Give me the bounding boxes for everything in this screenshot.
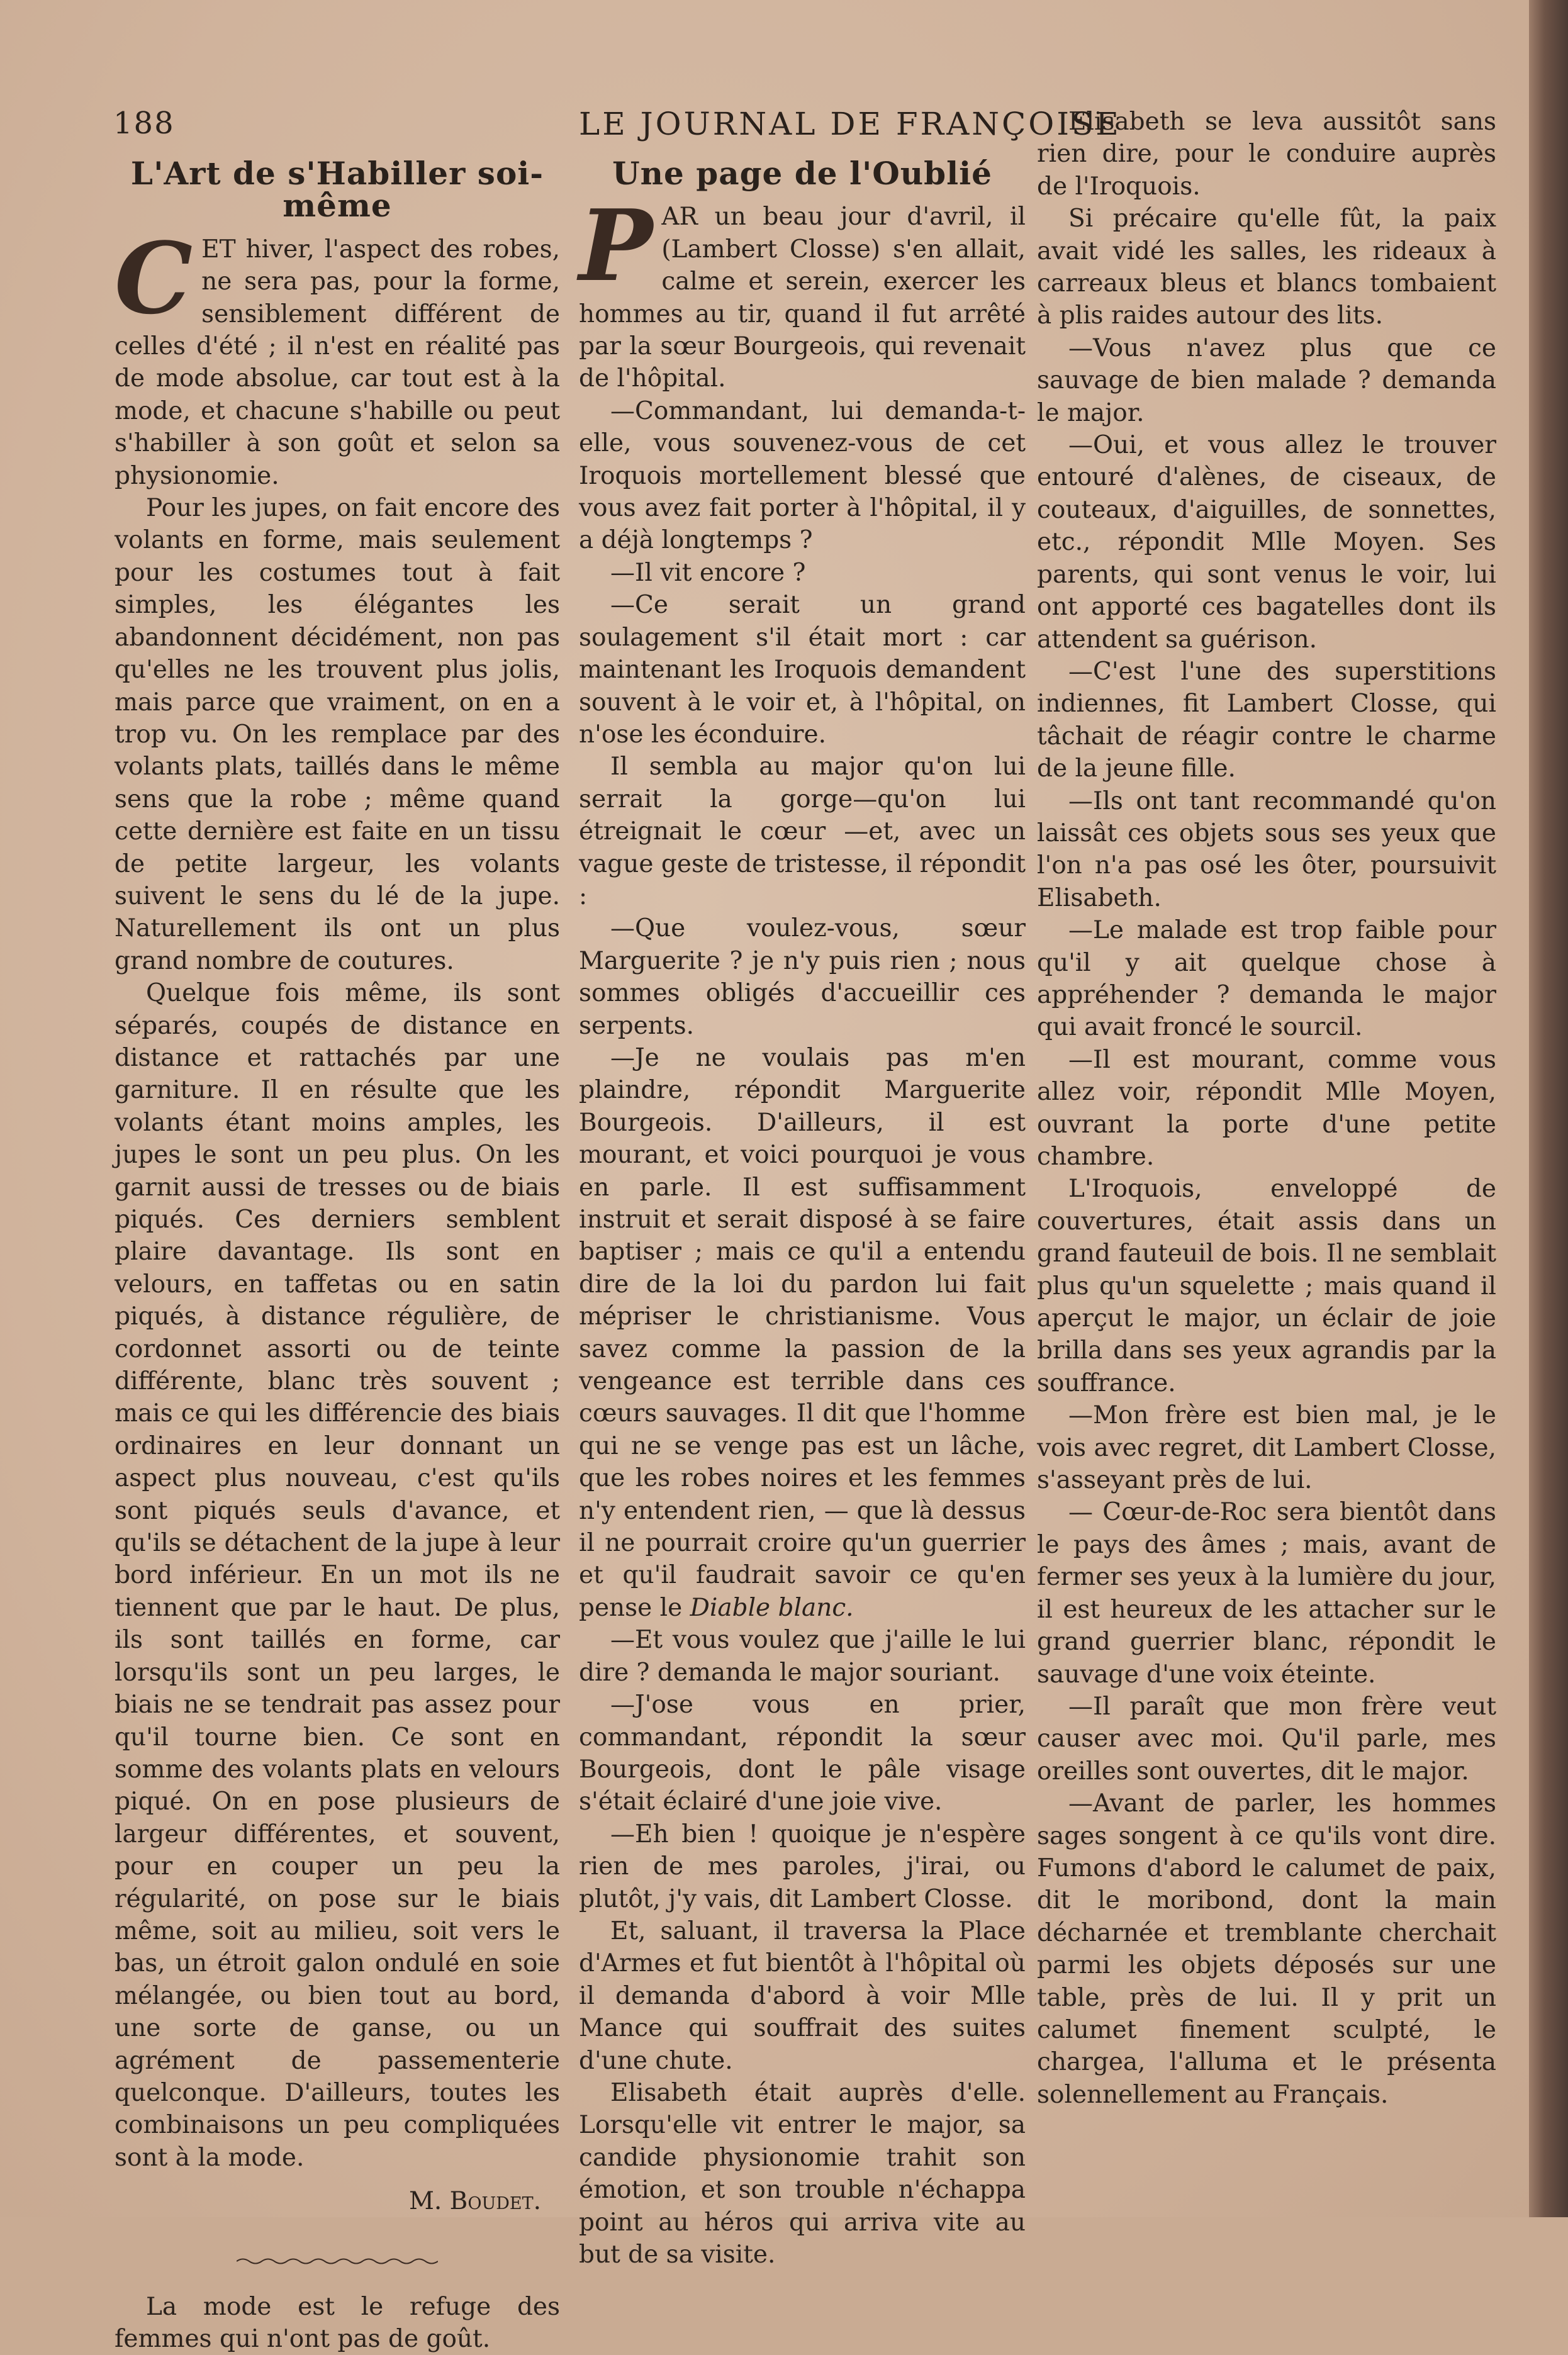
article-2-paragraph: —J'ose vous en prier, commandant, répondit la sœur Bourgeois, dont le pâle visage s'était éclairé d'une joie vive.: [579, 1691, 1026, 1816]
column-article-1: [115, 157, 560, 2355]
column-3-paragraph: —Il est mourant, comme vous allez voir, répondit Mlle Moyen, ouvrant la porte d'une petite chambre.: [1037, 1045, 1496, 1171]
article-1-signature: M. Boudet.: [408, 2187, 541, 2216]
article-1-first-text: ET hiver, l'aspect des robes, ne sera pas, pour la forme, sensiblement différent de celles d'été ; il n'est en réalité pas de mode absolue, car tout est à la mode, et chacune s'habille ou peut s'habiller à son goût et selon sa physionomie.: [115, 235, 560, 490]
article-2-paragraph: Il sembla au major qu'on lui serrait la gorge—qu'on lui étreignait le cœur —et, avec un vague geste de tristesse, il répondit :: [579, 752, 1026, 910]
article-2-title: Une page de l'Oublié: [612, 155, 992, 192]
article-2-paragraph-with-italic: [579, 1042, 1026, 1624]
article-1-first-paragraph: [115, 220, 560, 492]
column-3-paragraph: — Cœur-de-Roc sera bientôt dans le pays des âmes ; mais, avant de fermer ses yeux à la lumière du jour, il est heureux de les attacher sur le grand guerrier blanc, répondit le sauvage d'une voix éteinte.: [1037, 1498, 1496, 1689]
column-3-paragraph: —Mon frère est bien mal, je le vois avec regret, dit Lambert Closse, s'asseyant près de lui.: [1037, 1401, 1496, 1495]
article-2-paragraph-text: —Je ne voulais pas m'en plaindre, répondit Marguerite Bourgeois. D'ailleurs, il est mourant, et voici pourquoi je vous en parle. Il est suffisamment instruit et serait disposé à se faire baptiser ; mais ce qu'il a entendu dire de la loi du pardon lui fait mépriser le christianisme. Vous savez comme la passion de la vengeance est terrible dans ces cœurs sauvages. Il dit que l'homme qui ne se venge pas est un lâche, que les robes noires et les femmes n'y entendent rien, — que là dessus il ne pourrait croire qu'un guerrier et qu'il faudrait savoir ce qu'en pense le: [579, 1043, 1026, 1622]
column-3-paragraph: —Ils ont tant recommandé qu'on laissât ces objets sous ses yeux que l'on n'a pas osé les ôter, poursuivit Elisabeth.: [1037, 786, 1496, 912]
article-2-paragraph: Elisabeth était auprès d'elle. Lorsqu'elle vit entrer le major, sa candide physionomie trahit son émotion, et son trouble n'échappa point au héros qui arriva vite au but de sa visite.: [579, 2078, 1026, 2269]
column-3-paragraph: —Oui, et vous allez le trouver entouré d'alènes, de ciseaux, de couteaux, d'aiguilles, de sonnettes, etc., répondit Mlle Moyen. Ses parents, qui sont venus le voir, lui ont apporté ces bagatelles dont ils attendent sa guérison.: [1037, 431, 1496, 654]
article-1-paragraph: Pour les jupes, on fait encore des volants en forme, mais seulement pour les costumes tout à fait simples, les élégantes les abandonnent décidément, non pas qu'elles ne les trouvent plus jolis, mais parce que vraiment, on en a trop vu. On les remplace par des volants plats, taillés dans le même sens que la robe ; même quand cette dernière est faite en un tissu de petite largeur, les volants suivent le sens du lé de la jupe. Naturellement ils ont un plus grand nombre de coutures.: [115, 494, 560, 975]
dropcap-c: C: [115, 220, 193, 336]
column-3-paragraph: L'Iroquois, enveloppé de couvertures, était assis dans un grand fauteuil de bois. Il ne semblait plus qu'un squelette ; mais quand il aperçut le major, un éclair de joie brilla dans ses yeux agrandis par la souffrance.: [1037, 1175, 1496, 1397]
page-header: [113, 106, 1121, 150]
column-3-paragraph: —Avant de parler, les hommes sages songent à ce qu'ils vont dire. Fumons d'abord le calumet de paix, dit le moribond, dont la main décharnée et tremblante cherchait parmi les objets déposés sur une table, près de lui. Il y prit un calumet finement sculpté, le chargea, l'alluma et le présenta solennellement au Français.: [1037, 1789, 1496, 2109]
article-2-paragraph: —Ce serait un grand soulagement s'il était mort : car maintenant les Iroquois demandent souvent à le voir et, à l'hôpital, on n'ose les éconduire.: [579, 591, 1026, 749]
column-3-paragraph: Elisabeth se leva aussitôt sans rien dire, pour le conduire auprès de l'Iroquois.: [1037, 108, 1496, 201]
italic-phrase: Diable blanc.: [690, 1593, 854, 1622]
column-article-2: [579, 157, 1026, 2271]
page-number: 188: [113, 106, 175, 141]
column-3-paragraph: —Vous n'avez plus que ce sauvage de bien malade ? demanda le major.: [1037, 333, 1496, 427]
epigraph: La mode est le refuge des femmes qui n'ont pas de goût.: [115, 2292, 560, 2353]
column-3-paragraph: —Le malade est trop faible pour qu'il y ait quelque chose à appréhender ? demanda le major qui avait froncé le sourcil.: [1037, 916, 1496, 1042]
article-1-paragraph: Quelque fois même, ils sont séparés, coupés de distance en distance et rattachés par une garniture. Il en résulte que les volants étant moins amples, les jupes le sont un peu plus. On les garnit aussi de tresses ou de biais piqués. Ces derniers semblent plaire davantage. Ils sont en velours, en taffetas ou en satin piqués, à distance régulière, de cordonnet assorti ou de teinte différente, blanc très souvent ; mais ce qui les différencie des biais ordinaires en leur donnant un aspect plus nouveau, c'est qu'ils sont piqués seuls d'avance, et qu'ils se détachent de la jupe à leur bord inférieur. En un mot ils ne tiennent que par le haut. De plus, ils sont taillés en forme, car lorsqu'ils sont un peu larges, le biais ne se tendrait pas assez pour qu'il tourne bien. Ce sont en somme des volants plats en velours piqué. On en pose plusieurs de largeur différentes, et souvent, pour en couper un peu la régularité, on pose sur le biais même, soit au milieu, soit vers le bas, un étroit galon ondulé en soie mélangée, ou bien tout au bord, une sorte de ganse, ou un agrément de passementerie quelconque. D'ailleurs, toutes les combinaisons un peu compliquées sont à la mode.: [115, 979, 560, 2172]
article-2-paragraph: —Il vit encore ?: [610, 558, 806, 587]
article-2-first-text: AR un beau jour d'avril, il (Lambert Closse) s'en allait, calme et serein, exercer les hommes au tir, quand il fut arrêté par la sœur Bourgeois, qui revenait de l'hôpital.: [579, 203, 1026, 393]
journal-title: LE JOURNAL DE FRANÇOISE: [579, 106, 1121, 142]
column-3-paragraph: Si précaire qu'elle fût, la paix avait vidé les salles, les rideaux à carreaux bleus et blancs tombaient à plis raides autour des lits.: [1037, 204, 1496, 330]
article-2-paragraph: —Eh bien ! quoique je n'espère rien de mes paroles, j'irai, ou plutôt, j'y vais, dit Lambert Closse.: [579, 1820, 1026, 1913]
article-2-paragraph: —Commandant, lui demanda-t-elle, vous souvenez-vous de cet Iroquois mortellement blessé que vous avez fait porter à l'hôpital, il y a déjà longtemps ?: [579, 396, 1026, 555]
page-binding-edge: [1529, 0, 1568, 2217]
article-2-paragraph: —Que voulez-vous, sœur Marguerite ? je n'y puis rien ; nous sommes obligés d'accueillir ces serpents.: [579, 914, 1026, 1040]
article-2-paragraph: —Et vous voulez que j'aille le lui dire ? demanda le major souriant.: [579, 1626, 1026, 1687]
wavy-divider: [237, 2257, 438, 2266]
article-1-title: L'Art de s'Habiller soi-même: [130, 155, 544, 225]
column-3-paragraph: —C'est l'une des superstitions indiennes, fit Lambert Closse, qui tâchait de réagir contre le charme de la jeune fille.: [1037, 657, 1496, 783]
article-2-first-paragraph: [579, 188, 1026, 394]
column-3-paragraph: —Il paraît que mon frère veut causer avec moi. Qu'il parle, mes oreilles sont ouvertes, dit le major.: [1037, 1692, 1496, 1786]
column-3-continuation: [1037, 106, 1496, 2111]
article-2-paragraph: Et, saluant, il traversa la Place d'Armes et fut bientôt à l'hôpital où il demanda d'abord à voir Mlle Mance qui souffrait des suites d'une chute.: [579, 1916, 1026, 2075]
dropcap-p: P: [579, 188, 653, 304]
